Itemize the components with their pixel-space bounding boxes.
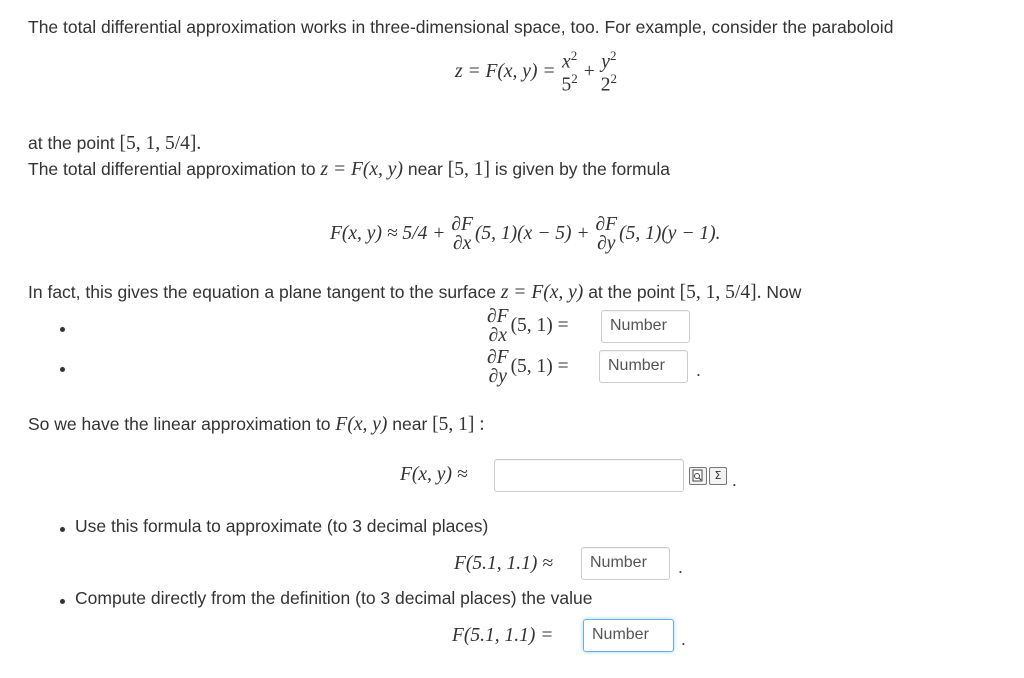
point-prefix: at the point <box>28 133 115 153</box>
exact-value-input[interactable]: Number <box>583 619 674 652</box>
linear-expr: F(x, y) <box>335 414 388 435</box>
formula-dF-1: ∂F <box>451 213 473 235</box>
point-line <box>28 133 201 155</box>
formula-lhs: F(x, y) ≈ 5/4 + <box>330 223 446 244</box>
eq1-t2-num-exp: 2 <box>609 48 617 63</box>
formula-partial-x <box>451 215 473 254</box>
partial-y-trail: . <box>696 360 701 380</box>
partial-x-den: ∂x <box>488 325 507 346</box>
linear-middle: near <box>392 414 428 434</box>
formula-term2: (5, 1)(y − 1). <box>619 223 721 244</box>
eq1-t2-num: y <box>601 51 610 73</box>
linear-point: [5, 1] : <box>432 414 485 435</box>
partial-x-frac <box>487 307 509 346</box>
linear-prefix: So we have the linear approximation to <box>28 414 331 434</box>
partial-y-row <box>487 346 569 388</box>
intro-text: The total differential approximation works in three-dimensional space, too. For example, consider the paraboloid <box>28 17 894 37</box>
eq1-lhs: z = F(x, y) = <box>455 61 556 82</box>
tangent-point: [5, 1, 5/4]. <box>679 282 762 303</box>
formula-intro-point: [5, 1] <box>447 159 490 180</box>
bullet-3 <box>60 527 65 532</box>
tangent-prefix: In fact, this gives the equation a plane tangent to the surface <box>28 282 496 302</box>
formula-intro-expr: z = F(x, y) <box>320 159 403 180</box>
partial-y-arg: (5, 1) = <box>510 356 569 377</box>
formula-intro-prefix: The total differential approximation to <box>28 159 316 179</box>
use-formula-text: Use this formula to approximate (to 3 decimal places) <box>75 516 489 536</box>
eq1-frac-x <box>562 49 578 95</box>
formula-intro-suffix: is given by the formula <box>494 159 670 179</box>
eq1-t1-num: x <box>562 51 571 73</box>
tangent-suffix: Now <box>766 282 802 302</box>
eq1-t1-num-exp: 2 <box>570 48 578 63</box>
linear-line <box>28 414 485 436</box>
approx-value-input[interactable]: Number <box>581 547 670 580</box>
eq1-t1-den-exp: 2 <box>571 71 578 86</box>
formula-term1: (5, 1)(x − 5) + <box>474 223 590 244</box>
eq1-plus: + <box>583 61 595 82</box>
partial-y-den: ∂y <box>488 366 507 387</box>
formula-dF-2: ∂F <box>595 213 618 235</box>
approximation-formula <box>330 209 721 259</box>
partial-x-arg: (5, 1) = <box>510 315 569 336</box>
formula-intro-line <box>28 159 670 181</box>
approx-eq-lhs: F(5.1, 1.1) ≈ <box>454 553 553 574</box>
formula-dy: ∂y <box>597 233 616 254</box>
partial-y-frac <box>487 348 509 387</box>
compute-text: Compute directly from the definition (to 3 decimal places) the value <box>75 588 593 608</box>
formula-intro-middle: near <box>407 159 443 179</box>
paraboloid-equation <box>455 44 623 100</box>
partial-x-num: ∂F <box>487 305 509 327</box>
eq1-t2-den: 2 <box>600 74 611 96</box>
partial-x-input[interactable]: Number <box>601 310 690 343</box>
formula-partial-y <box>596 215 618 254</box>
linear-eq-trail: . <box>732 470 737 490</box>
bullet-1 <box>60 327 65 332</box>
bullet-4 <box>60 599 65 604</box>
exact-eq-trail: . <box>681 629 686 649</box>
partial-y-num: ∂F <box>487 346 509 368</box>
sigma-icon[interactable]: Σ <box>709 467 727 485</box>
bullet-2 <box>60 367 65 372</box>
preview-icon[interactable] <box>689 467 707 485</box>
exact-eq-lhs: F(5.1, 1.1) = <box>452 625 554 646</box>
formula-dx: ∂x <box>453 233 472 254</box>
eq1-frac-y <box>601 49 617 95</box>
tangent-expr: z = F(x, y) <box>500 282 584 303</box>
partial-y-input[interactable]: Number <box>599 350 688 383</box>
linear-formula-input[interactable] <box>494 459 684 492</box>
tangent-line <box>28 282 801 304</box>
tangent-middle: at the point <box>588 282 675 302</box>
eq1-t2-den-exp: 2 <box>610 71 617 86</box>
point-value: [5, 1, 5/4]. <box>119 133 202 154</box>
approx-eq-trail: . <box>678 557 683 577</box>
linear-eq-lhs: F(x, y) ≈ <box>400 464 468 485</box>
partial-x-row <box>487 306 569 346</box>
eq1-t1-den: 5 <box>561 74 572 96</box>
